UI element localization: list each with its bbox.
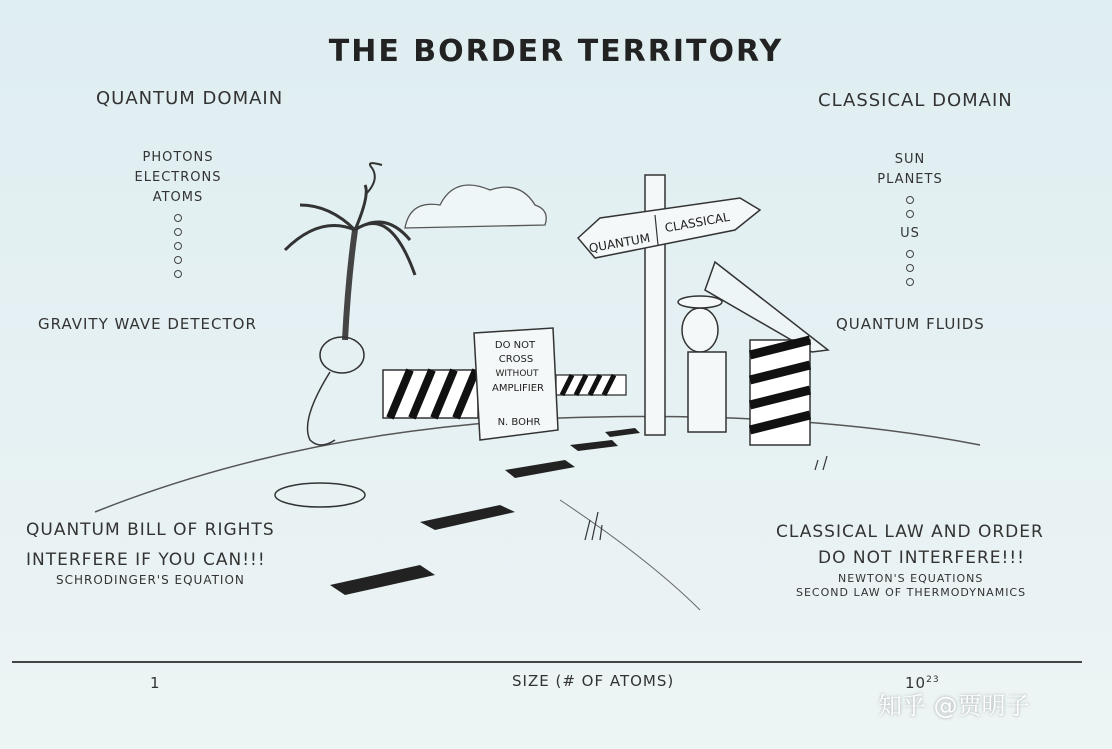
classical-motto: DO NOT INTERFERE!!! (818, 548, 1025, 568)
quantum-item: ATOMS (152, 190, 204, 205)
hill-shadow (560, 500, 700, 610)
road-tile (570, 440, 618, 451)
classical-equation-1: NEWTON'S EQUATIONS (838, 572, 984, 585)
grass (815, 456, 827, 470)
border-sign-line: WITHOUT (495, 369, 539, 379)
border-sign-line: CROSS (498, 354, 534, 365)
dead-cat (275, 483, 365, 507)
axis-tick-end-base: 10 (905, 674, 927, 692)
road-tile (330, 565, 435, 595)
quantum-item: PHOTONS (142, 150, 214, 165)
road-tile (505, 460, 575, 478)
road-tile (605, 428, 640, 437)
classical-item: PLANETS (877, 172, 943, 187)
signpost-right-label: CLASSICAL (663, 209, 731, 236)
size-axis-line (12, 661, 1082, 663)
axis-tick-start: 1 (150, 674, 161, 692)
quantum-law-heading: QUANTUM BILL OF RIGHTS (26, 520, 275, 540)
road-tile (420, 505, 515, 530)
classical-bottom-item: QUANTUM FLUIDS (836, 315, 985, 333)
watermark: 知乎 @贾明子 (878, 692, 1030, 720)
cloud (405, 185, 546, 228)
cat-tail (308, 372, 336, 445)
classical-equation-2: SECOND LAW OF THERMODYNAMICS (796, 586, 1027, 599)
classical-item: US (900, 226, 920, 241)
guard-body (688, 352, 726, 432)
border-sign-line: DO NOT (494, 340, 536, 351)
quantum-motto: INTERFERE IF YOU CAN!!! (26, 550, 266, 570)
border-sign-line: AMPLIFIER (492, 383, 544, 394)
page-title: THE BORDER TERRITORY (328, 34, 784, 69)
grass (585, 512, 602, 540)
quantum-domain-label: QUANTUM DOMAIN (96, 88, 284, 109)
axis-label: SIZE (# OF ATOMS) (512, 672, 675, 690)
axis-tick-end-exponent: 23 (926, 675, 940, 685)
palm-trunk (345, 230, 355, 340)
classical-law-heading: CLASSICAL LAW AND ORDER (776, 522, 1044, 542)
quantum-bottom-item: GRAVITY WAVE DETECTOR (38, 315, 257, 333)
quantum-item: ELECTRONS (134, 170, 222, 185)
guard-hat (678, 296, 722, 308)
cat-on-tree (320, 337, 364, 373)
guard-head (682, 308, 718, 352)
border-sign-signature: N. BOHR (497, 417, 541, 428)
quantum-equation: SCHRODINGER'S EQUATION (56, 573, 245, 587)
classical-domain-label: CLASSICAL DOMAIN (818, 90, 1013, 111)
classical-item: SUN (894, 152, 926, 167)
signpost-left-label: QUANTUM (587, 230, 652, 256)
